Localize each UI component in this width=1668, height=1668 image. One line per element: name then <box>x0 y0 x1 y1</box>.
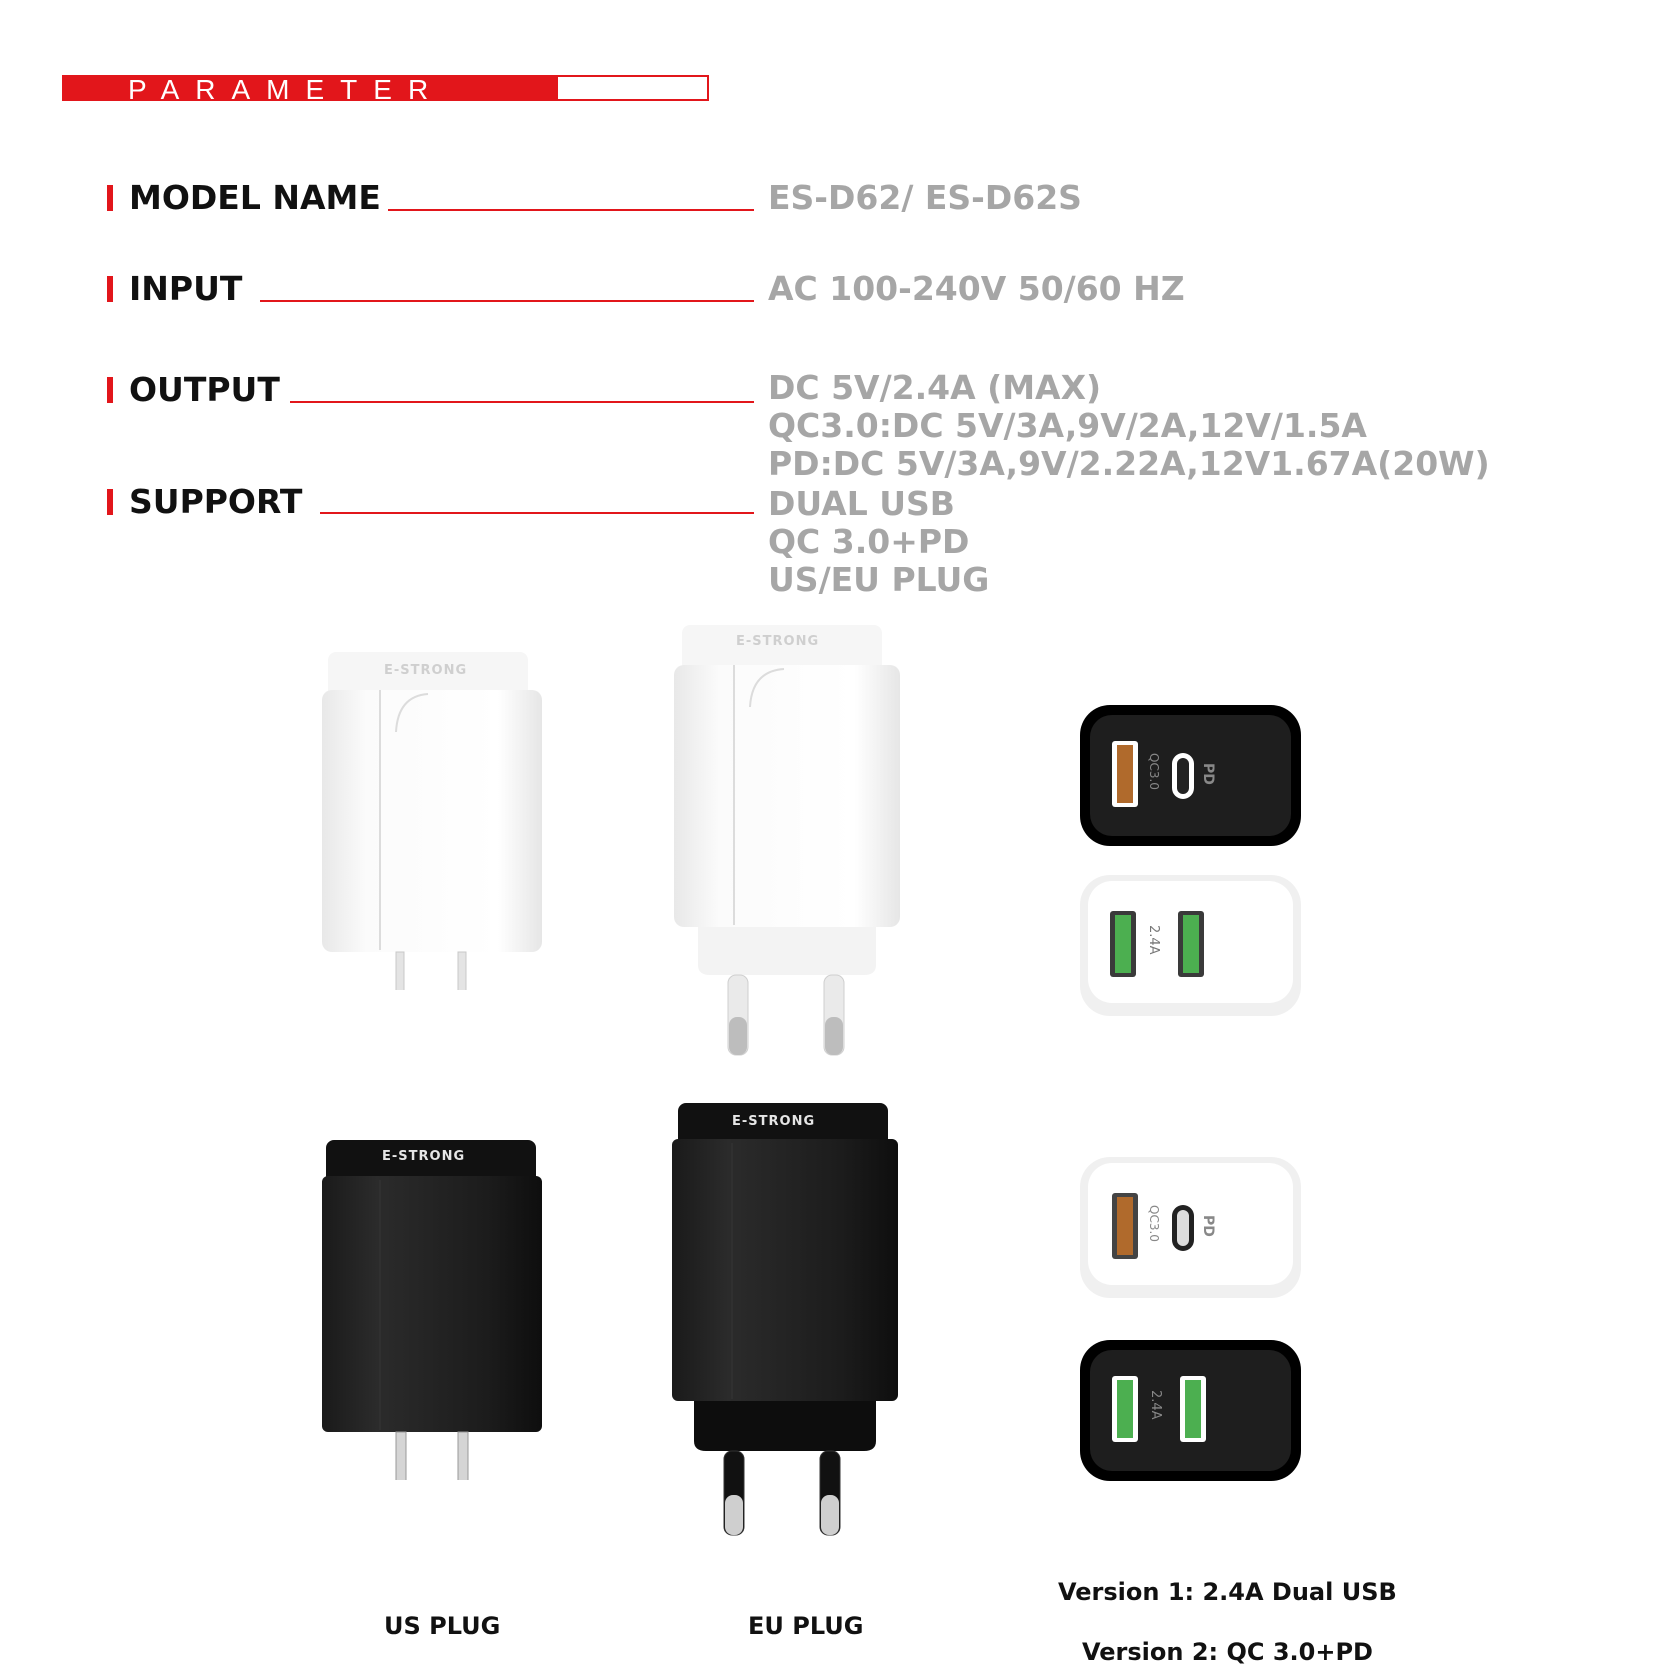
black-eu-plug-charger <box>668 1103 908 1548</box>
white-face-dual-usb <box>1078 873 1303 1018</box>
amp-port-label: 2.4A <box>1146 925 1161 955</box>
leader-line-support <box>320 512 754 514</box>
spec-model-label-text: MODEL NAME <box>129 178 381 217</box>
qc-port-label: QC3.0 <box>1147 753 1161 790</box>
pd-port-label: PD <box>1200 1215 1216 1237</box>
brand-logo: E-STRONG <box>382 1149 466 1164</box>
spec-support-line: QC 3.0+PD <box>768 522 970 561</box>
banner-title: PARAMETER <box>128 74 445 105</box>
amp-port-label: 2.4A <box>1148 1390 1163 1420</box>
spec-support-values <box>768 485 989 599</box>
white-face-qc-pd-ports <box>1078 1155 1303 1300</box>
bullet-mark <box>107 276 113 302</box>
bullet-mark <box>107 185 113 211</box>
spec-model-label <box>107 178 381 217</box>
white-eu-plug-charger <box>668 625 908 1065</box>
bullet-mark <box>107 377 113 403</box>
pd-port-label: PD <box>1200 763 1216 785</box>
spec-support-line: US/EU PLUG <box>768 560 990 599</box>
parameter-banner <box>62 74 707 105</box>
leader-line-input <box>260 300 754 302</box>
caption-us-plug: US PLUG <box>384 1612 501 1640</box>
spec-output-line: PD:DC 5V/3A,9V/2.22A,12V1.67A(20W) <box>768 444 1490 483</box>
caption-eu-plug: EU PLUG <box>748 1612 864 1640</box>
brand-logo: E-STRONG <box>736 634 820 649</box>
spec-input-value: AC 100-240V 50/60 HZ <box>768 269 1185 308</box>
leader-line-model <box>388 209 754 211</box>
banner-outline-box <box>556 75 709 101</box>
spec-support-label-text: SUPPORT <box>129 482 303 521</box>
spec-output-values <box>768 369 1490 483</box>
spec-support-line: DUAL USB <box>768 484 955 523</box>
caption-version-2: Version 2: QC 3.0+PD <box>1082 1638 1373 1666</box>
black-face-qc-pd-ports <box>1078 703 1303 848</box>
black-us-plug-charger <box>318 1140 548 1480</box>
leader-line-output <box>290 401 754 403</box>
spec-output-label-text: OUTPUT <box>129 370 280 409</box>
qc-port-label: QC3.0 <box>1147 1205 1161 1242</box>
brand-logo: E-STRONG <box>732 1114 816 1129</box>
caption-version-1: Version 1: 2.4A Dual USB <box>1058 1578 1397 1606</box>
spec-input-label <box>107 269 242 308</box>
black-face-dual-usb <box>1078 1338 1303 1483</box>
spec-model-value: ES-D62/ ES-D62S <box>768 178 1082 217</box>
bullet-mark <box>107 489 113 515</box>
spec-output-line: DC 5V/2.4A (MAX) <box>768 368 1102 407</box>
spec-input-label-text: INPUT <box>129 269 243 308</box>
brand-logo: E-STRONG <box>384 663 468 678</box>
spec-support-label <box>107 482 302 521</box>
spec-output-label <box>107 370 280 409</box>
white-us-plug-charger <box>318 650 548 990</box>
spec-output-line: QC3.0:DC 5V/3A,9V/2A,12V/1.5A <box>768 406 1367 445</box>
